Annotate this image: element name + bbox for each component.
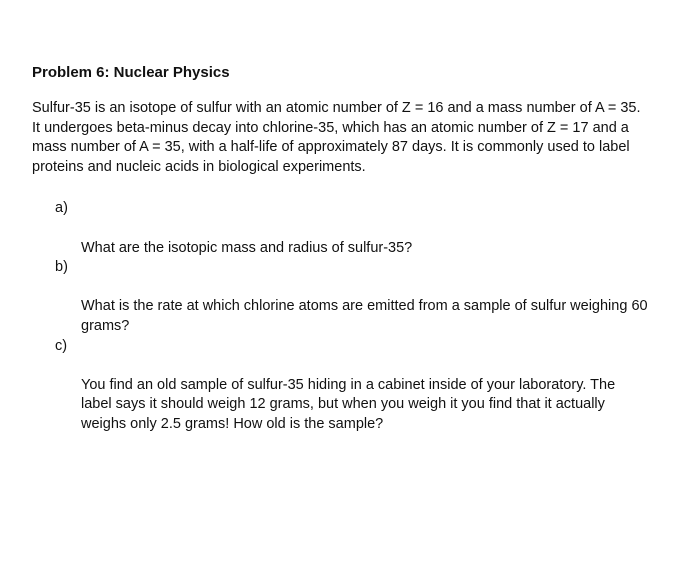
question-label: a) [55,200,68,217]
question-b [32,258,672,336]
problem-document [32,60,672,435]
question-list [32,199,672,434]
question-c [32,337,672,435]
question-a [32,199,672,258]
question-label: c) [55,337,68,354]
question-label: b) [55,259,68,276]
problem-title: Problem 6: Nuclear Physics [32,64,230,81]
question-text: What are the isotopic mass and radius of sulfur-35? [81,239,413,256]
problem-intro: Sulfur-35 is an isotope of sulfur with an atomic number of Z = 16 and a mass number of A = 35. It undergoes beta-minus decay into chlorine-35, which has an atomic number of Z = 17 and a mass number of A = 35, with a half-life of approximately 87 days. It is commonly used to label proteins and nucleic acids in biological experiments. [32,100,641,175]
question-text: What is the rate at which chlorine atoms are emitted from a sample of sulfur weighing 60 grams? [81,298,648,334]
question-text: You find an old sample of sulfur-35 hiding in a cabinet inside of your laboratory. The label says it should weigh 12 grams, but when you weigh it you find that it actually weighs only 2.5 grams! How old is the sample? [81,376,616,432]
